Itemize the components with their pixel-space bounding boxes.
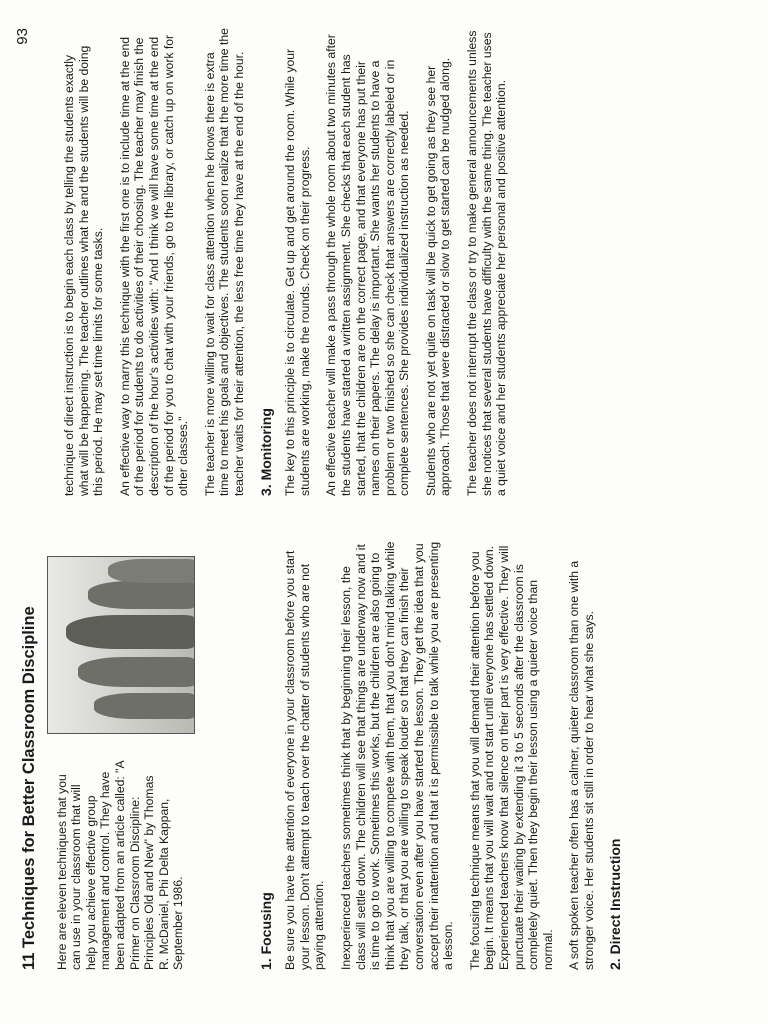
page-title: 11 Techniques for Better Classroom Discipline xyxy=(20,606,38,970)
paragraph: The focusing technique means that you will demand their attention before you begin. It means that you will wait and not start until everyone has settled down. Experienced teachers know that silence on their part is very effective. They will punctuate their waiting by extending it 3 to 5 seconds after the classroom is completely quiet. Then they begin their lesson using a quieter voice than normal. xyxy=(467,545,555,970)
intro-block xyxy=(55,538,239,970)
paragraph: technique of direct instruction is to begin each class by telling the students exactly what will be happening. The teacher outlines what he and the students will be doing this period. He may set time limits for some tasks. xyxy=(62,45,106,496)
paragraph: The teacher is more willing to wait for class attention when he knows there is extra time to meet his goals and objectives. The students soon realize that the more time the teacher waits for their attention, the less free time they have at the end of the hour. xyxy=(202,28,246,496)
page-number: 93 xyxy=(14,28,31,45)
section-heading-direct-instruction: 2. Direct Instruction xyxy=(607,838,624,970)
left-column xyxy=(22,538,633,970)
section-heading-monitoring: 3. Monitoring xyxy=(257,408,274,496)
paragraph: An effective teacher will make a pass through the whole room about two minutes after the students have started a written assignment. She checks that each student has started, that the children are on the correct page, and that everyone has put their names on their papers. The delay is important. She wants her students to have a problem or two finished so she can check that answers are correctly labeled or in complete sentences. She provides individualized instruction as needed. xyxy=(324,34,412,496)
paragraph: The key to this principle is to circulate. Get up and get around the room. While your students are working, make the rounds. Check on their progress. xyxy=(283,48,312,496)
paragraph: A soft spoken teacher often has a calmer, quieter classroom than one with a stronger voice. Her students sit still in order to hear what she says. xyxy=(567,560,596,970)
paragraph: The teacher does not interrupt the class or try to make general announcements unless she notices that several students have difficulty with the same thing. The teacher uses a quiet voice and her students appreciate her personal and positive attention. xyxy=(465,30,509,496)
paragraph: An effective way to marry this technique with the first one is to include time at the end of the period for students to do activities of their choosing. The teacher may finish the description of the hour's activities with: "And I think we will have some time at the end of the period for you to chat with your friends, go to the library, or catch up on work for other classes." xyxy=(117,34,191,496)
intro-text: Here are eleven techniques that you can use in your classroom that will help you achieve effective group management and control. They have been adapted from an article called: "A Primer on Classroom Discipline: Principles Old and New" by Thomas R. McDaniel, Phi Delta Kappan, September 1986. xyxy=(54,761,186,970)
right-column xyxy=(62,26,521,496)
paragraph: Students who are not yet quite on task will be quick to get going as they see her approach. Those that were distracted or slow to get started can be nudged along. xyxy=(423,57,453,496)
paragraph: Be sure you have the attention of everyone in your classroom before you start your lesson. Don't attempt to teach over the chatter of students who are not paying attention. xyxy=(283,550,327,970)
classroom-photo xyxy=(47,556,195,734)
paragraph: Inexperienced teachers sometimes think that by beginning their lesson, the class will settle down. The children will see that things are underway now and it is time to go to work. Sometimes this works, but the children are also going to think that you are willing to compete with them, that you don't mind talking while they talk, or that you are willing to speak louder so that they can finish their conversation even after you have started the lesson. They get the idea that you accept their inattention and that it is permissible to talk while you are presenting a lesson. xyxy=(338,541,456,970)
section-heading-focusing: 1. Focusing xyxy=(257,892,274,970)
